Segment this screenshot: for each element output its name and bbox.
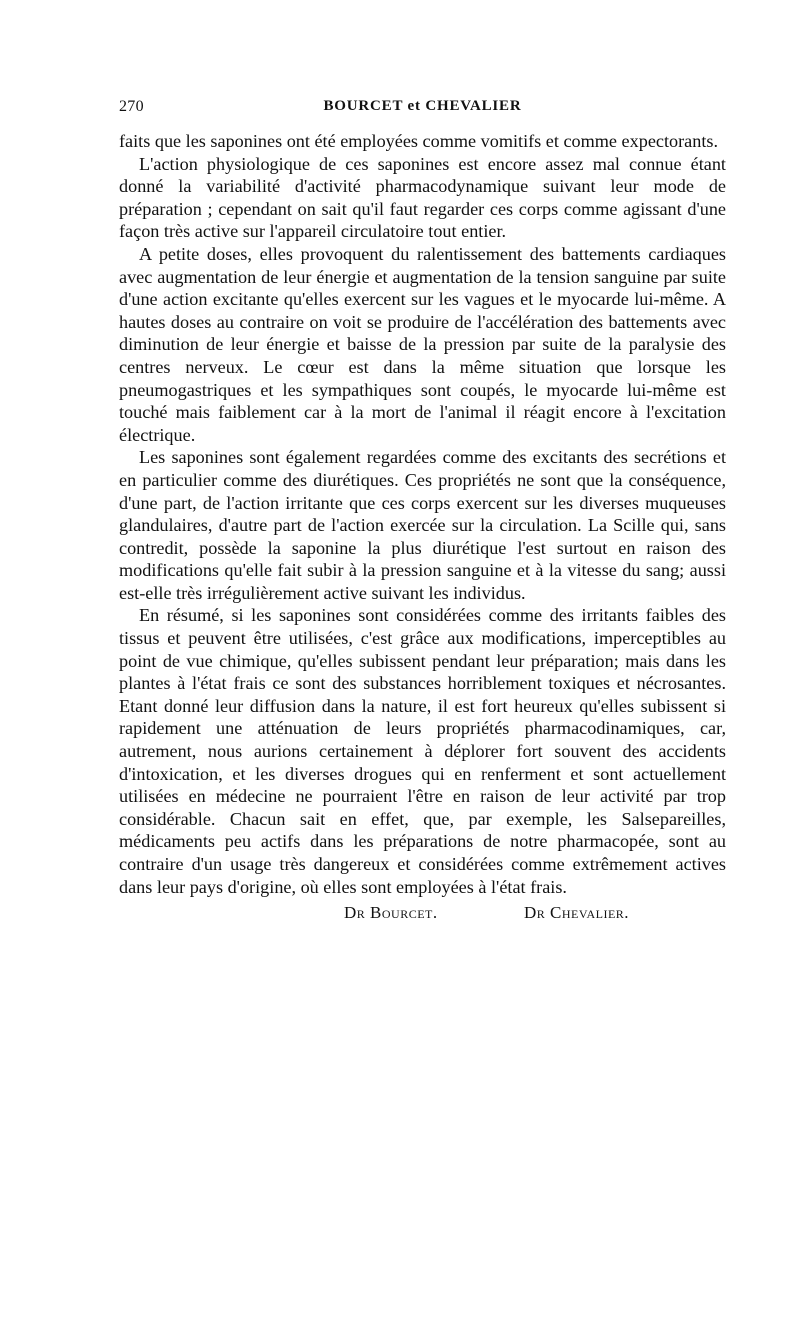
running-head: BOURCET et CHEVALIER xyxy=(323,98,522,114)
page-header xyxy=(119,98,726,122)
paragraph-dose-effects: A petite doses, elles provoquent du ralentissement des battements cardiaques avec augmentation de leur énergie et augmentation de la tension sanguine par suite d'une action excitante qu'elles exercent sur les vagues et le myocarde lui-même. A hautes doses au contraire on voit se produire de l'accélération des battements avec diminution de leur énergie et baisse de la pression par suite de la paralysie des centres nerveux. Le cœur est dans la même situation que lorsque les pneumogastriques et les sympathiques sont coupés, le myocarde lui-même est touché mais faiblement car à la mort de l'animal il réagit encore à l'excitation électrique. xyxy=(119,243,726,445)
paragraph-physiological-action: L'action physiologique de ces saponines est encore assez mal connue étant donné la variabilité d'activité pharmacodynamique suivant leur mode de préparation ; cependant on sait qu'il faut regarder ces corps comme agissant d'une façon très active sur l'appareil circulatoire tout entier. xyxy=(119,153,726,242)
document-page xyxy=(119,98,726,929)
signature-bourcet: Dr Bourcet. xyxy=(344,903,438,923)
signatures xyxy=(119,903,726,929)
paragraph-summary: En résumé, si les saponines sont considérées comme des irritants faibles des tissus et peuvent être utilisées, c'est grâce aux modifications, imperceptibles au point de vue chimique, qu'elles subissent pendant leur préparation; mais dans les plantes à l'état frais ce sont des substances horriblement toxiques et nécrosantes. Etant donné leur diffusion dans la nature, il est fort heureux qu'elles subissent si rapidement une atténuation de leurs propriétés pharmacodinamiques, car, autrement, nous aurions certainement à déplorer fort souvent des accidents d'intoxication, et les diverses drogues qui en renferment et sont actuellement utilisées en médecine ne pourraient l'être en raison de leur activité par trop considérable. Chacun sait en effet, que, par exemple, les Salsepareilles, médicaments peu actifs dans les préparations de notre pharmacopée, sont au contraire d'un usage très dangereux et considérées comme extrêmement actives dans leur pays d'origine, où elles sont employées à l'état frais. xyxy=(119,605,726,897)
signature-chevalier: Dr Chevalier. xyxy=(524,903,630,923)
paragraph-diuretic-properties: Les saponines sont également regardées comme des excitants des secrétions et en particulier comme des diurétiques. Ces propriétés ne sont que la conséquence, d'une part, de l'action irritante que ces corps exercent sur les diverses muqueuses glandulaires, d'autre part de l'action exercée sur la circulation. La Scille qui, sans contredit, possède la saponine la plus diurétique l'est surtout en raison des modifications qu'elle fait subir à la pression sanguine et à la vitesse du sang; aussi est-elle très irrégulièrement active suivant les individus. xyxy=(119,447,726,603)
body-text xyxy=(119,130,726,898)
page-number: 270 xyxy=(119,98,144,115)
paragraph-continuation: faits que les saponines ont été employées comme vomitifs et comme expectorants. xyxy=(119,131,719,151)
